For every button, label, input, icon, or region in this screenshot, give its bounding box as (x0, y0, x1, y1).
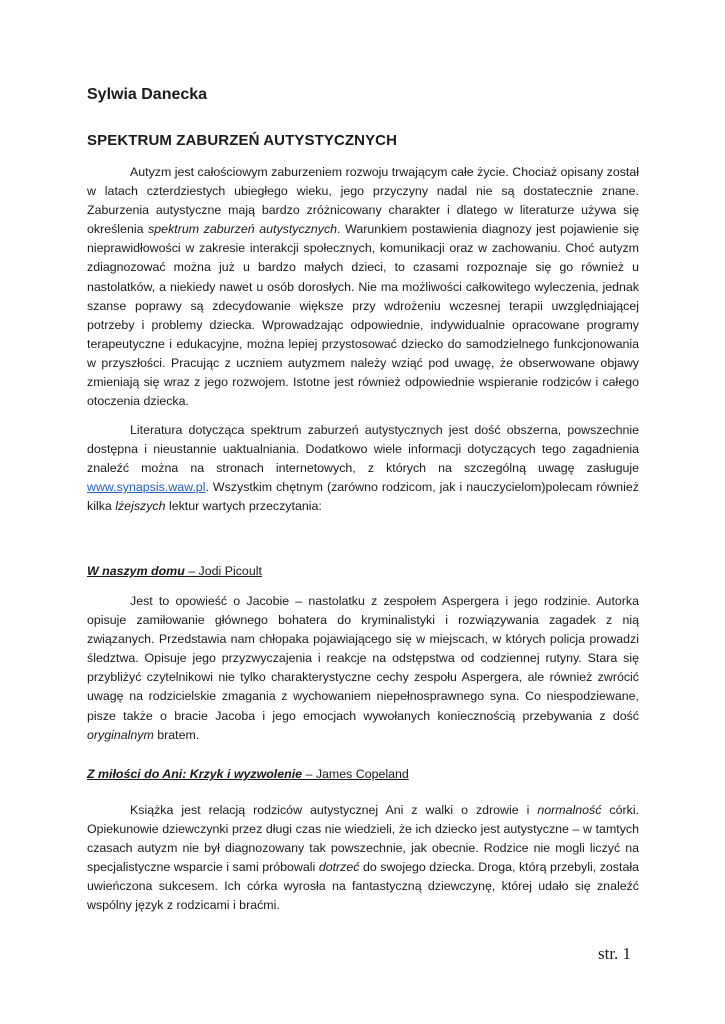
intro-p2-text-a: Literatura dotycząca spektrum zaburzeń autystycznych jest dość obszerna, powszechnie dostępna i nieustannie uaktualniania. Dodatkowo wiele informacji dotyczących tego zagadnienia znaleźć można na stronach internetowych, z których na szczególną uwagę zasługuje (87, 423, 639, 476)
synapsis-link[interactable]: www.synapsis.waw.pl (87, 480, 206, 495)
book-description-1 (87, 592, 639, 745)
intro-p1-text-b: . Warunkiem postawienia diagnozy jest pojawienie się nieprawidłowości w zakresie interakcji społecznych, komunikacji oraz w zachowaniu. Choć autyzm zdiagnozować można już u bardzo małych dzieci, to czasami rozpoznaje się go również u nastolatków, a niekiedy nawet u osób dorosłych. Nie ma możliwości całkowitego wyleczenia, jednak szanse poprawy są zdecydowanie większe przy wdrożeniu wczesnej terapii uwzględniającej potrzeby i problemy dziecka. Wprowadzając odpowiednie, indywidualnie opracowane programy terapeutyczne i edukacyjne, można lepiej przystosować dziecko do samodzielnego funkcjonowania w przyszłości. Pracując z uczniem autyzmem należy wziąć pod uwagę, że obserwowane objawy zmieniają się wraz z jego rozwojem. Istotne jest również odpowiednie wspieranie rodziców i całego otoczenia dziecka. (87, 222, 639, 409)
book1-text-b: bratem. (153, 727, 200, 742)
intro-p1-text-a: Autyzm jest całościowym zaburzeniem rozwoju trwającym całe życie. Chociaż opisany został w latach czterdziestych ubiegłego wieku, jego przyczyny nadal nie są dostatecznie znane. Zaburzenia autystyczne mają bardzo zróżnicowany charakter i dlatego w literaturze używa się określenia (87, 165, 639, 237)
book2-text-a: Książka jest relacją rodziców autystycznej Ani z walki o zdrowie i (130, 803, 538, 817)
book-author-2: – James Copeland (302, 767, 409, 781)
book2-text-c: do swojego dziecka. Droga, którą przebyli, została uwieńczona sukcesem. Ich córka wyrosła na fantastyczną dziewczynę, której udało się znaleźć wspólny język z rodzicami i braćmi. (87, 860, 639, 913)
book1-emphasis: oryginalnym (87, 727, 154, 742)
intro-p1-emphasis: spektrum zaburzeń autystycznych (148, 222, 338, 237)
book2-text-b: córki. Opiekunowie dziewczynki przez długi czas nie wiedzieli, że ich dziecko jest autystyczne – w tamtych czasach autyzm nie był diagnozowany tak powszechnie, jak obecnie. Rodzice nie mogli liczyć na specjalistyczne wsparcie i sami próbowali (87, 803, 640, 875)
book2-emphasis-1: normalność (537, 803, 602, 817)
document-title: SPEKTRUM ZABURZEŃ AUTYSTYCZNYCH (87, 132, 398, 149)
intro-paragraph-2 (87, 421, 639, 516)
intro-p2-text-c: lektur wartych przeczytania: (165, 499, 322, 514)
book-author-1: – Jodi Picoult (184, 564, 262, 578)
book-title-2: Z miłości do Ani: Krzyk i wyzwolenie (87, 767, 303, 781)
intro-paragraph-1 (87, 163, 639, 411)
intro-p2-text-b: . Wszystkim chętnym (zarówno rodzicom, jak i nauczycielom)polecam również kilka (87, 480, 639, 514)
book-title-1: W naszym domu (87, 564, 185, 578)
page-number: str. 1 (598, 944, 632, 963)
book1-text-a: Jest to opowieść o Jacobie – nastolatku z zespołem Aspergera i jego rodzinie. Autorka opisuje zamiłowanie głównego bohatera do kryminalistyki i rozwiązywania zagadek z nią związanych. Przedstawia nam chłopaka pojawiającego się w miejscach, w których policja prowadzi śledztwa. Opisuje jego przyzwyczajenia i reakcje na odstępstwa od codziennej rutyny. Stara się przybliżyć czytelnikowi nie tylko charakterystyczne cechy zespołu Aspergera, ale również zwrócić uwagę na rodzicielskie zmagania z wychowaniem niepełnosprawnego syna. Co niespodziewane, pisze także o bracie Jacoba i jego emocjach wywołanych koniecznością przebywania z dość (87, 594, 639, 723)
book2-emphasis-2: dotrzeć (318, 860, 360, 875)
intro-p2-emphasis: lżejszych (115, 499, 166, 514)
book-heading-2 (87, 765, 409, 784)
author-name: Sylwia Danecka (87, 86, 208, 103)
book-heading-1 (87, 562, 262, 581)
book-description-2 (87, 801, 639, 916)
